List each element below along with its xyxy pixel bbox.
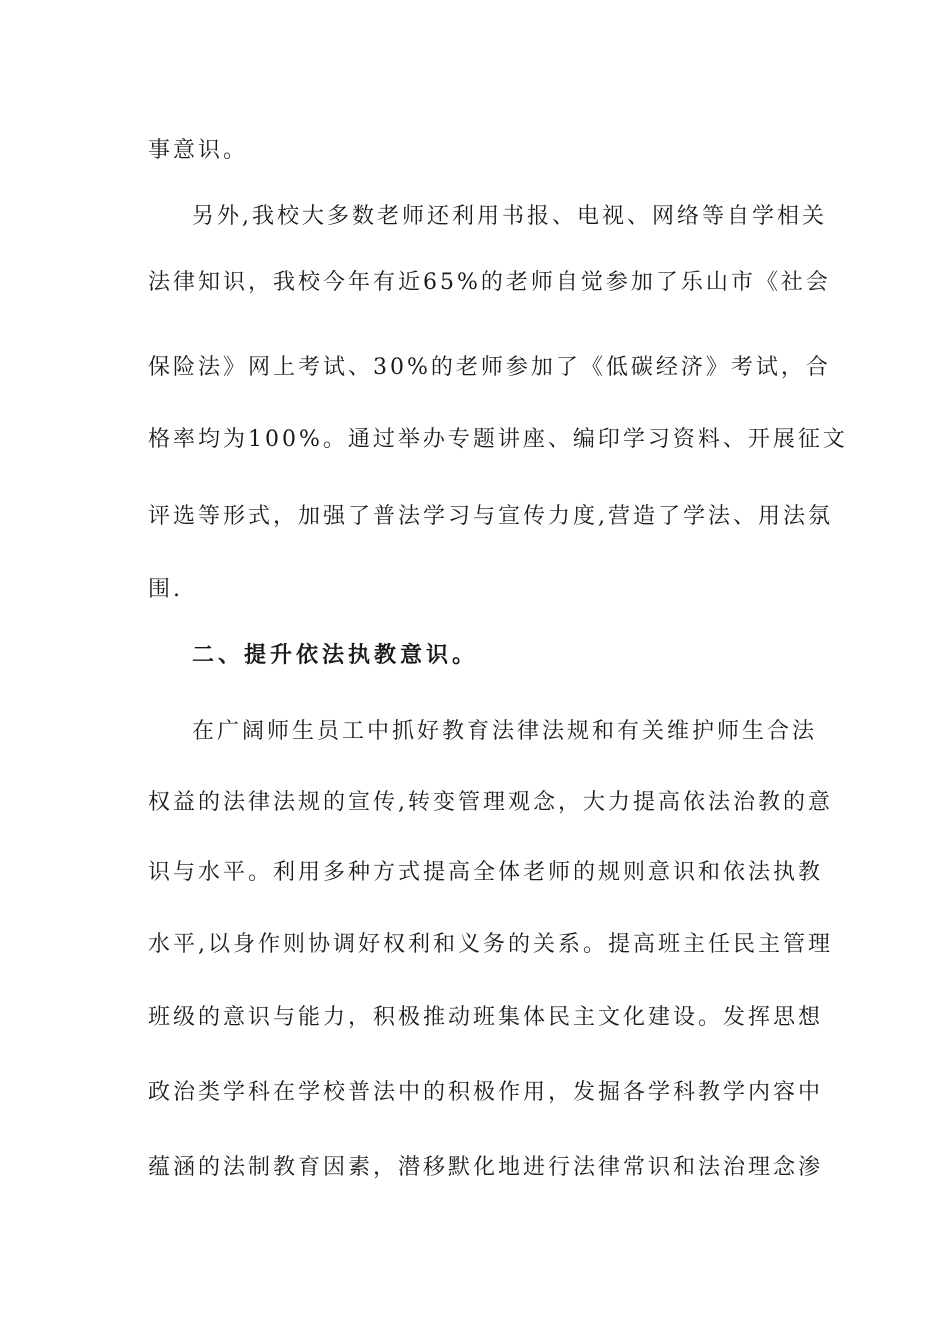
text-line: 事意识。 xyxy=(148,138,249,163)
paragraph-first-line: 在广阔师生员工中抓好教育法律法规和有关维护师生合法 xyxy=(192,719,818,744)
text-line: 班级的意识与能力，积极推动班集体民主文化建设。发挥思想 xyxy=(148,1005,824,1030)
section-heading: 二、提升依法执教意识。 xyxy=(192,642,479,668)
text-line: 识与水平。利用多种方式提高全体老师的规则意识和依法执教 xyxy=(148,860,824,885)
text-line: 政治类学科在学校普法中的积极作用，发掘各学科教学内容中 xyxy=(148,1080,824,1105)
text-line: 法律知识，我校今年有近65%的老师自觉参加了乐山市《社会 xyxy=(148,270,831,295)
text-line: 围. xyxy=(148,577,183,602)
text-line: 蕴涵的法制教育因素，潜移默化地进行法律常识和法治理念渗 xyxy=(148,1155,824,1180)
paragraph-first-line: 另外,我校大多数老师还利用书报、电视、网络等自学相关 xyxy=(192,204,827,229)
text-line: 水平,以身作则协调好权利和义务的关系。提高班主任民主管理 xyxy=(148,932,833,957)
text-line: 权益的法律法规的宣传,转变管理观念，大力提高依法治教的意 xyxy=(148,790,833,815)
text-line: 评选等形式，加强了普法学习与宣传力度,营造了学法、用法氛 xyxy=(148,504,833,529)
text-line: 格率均为100%。通过举办专题讲座、编印学习资料、开展征文 xyxy=(148,427,848,452)
text-line: 保险法》网上考试、30%的老师参加了《低碳经济》考试，合 xyxy=(148,355,831,380)
